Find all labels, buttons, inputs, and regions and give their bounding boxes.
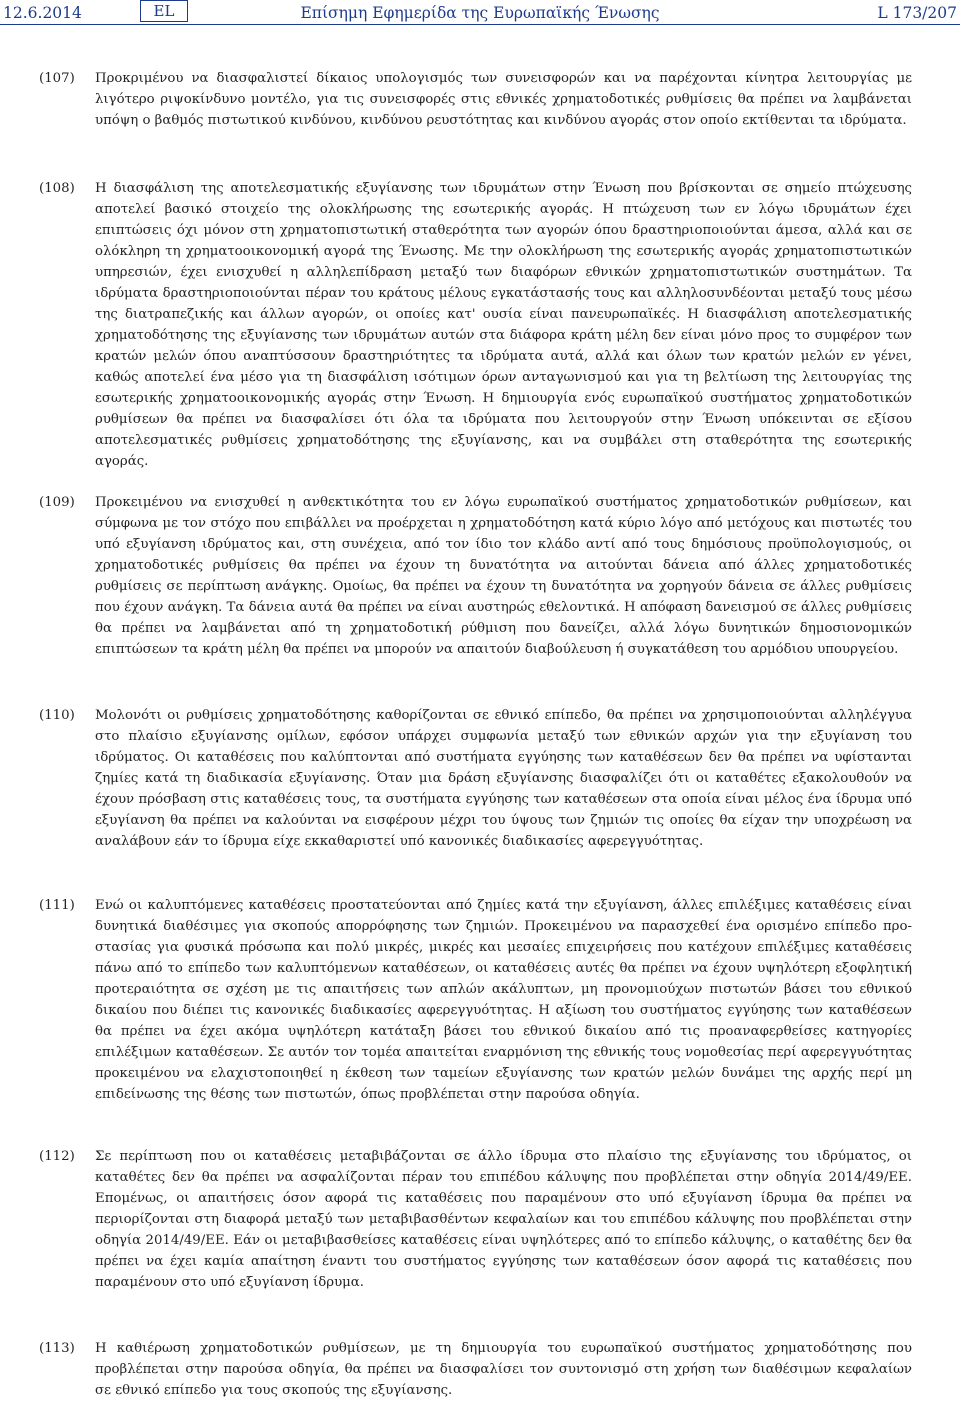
recital-number: (111) [39, 898, 75, 913]
publication-date: 12.6.2014 [3, 4, 82, 22]
recital-number: (109) [39, 495, 75, 510]
recital-number: (112) [39, 1149, 75, 1164]
recital-number: (113) [39, 1341, 75, 1356]
recital-text: Η διασφάλιση της αποτελεσματικής εξυγίανσης των ιδρυμάτων στην Ένωση που βρίσκονται σε σημείο πτώχευσης αποτελεί βασικό στοιχείο της ολοκλήρωσης της εσωτερικής αγοράς. Η πτώχευση των εν λόγω ιδρυμάτων έχει επιπτώσεις όχι μόνον στη χρηματοπιστωτική σταθερότητα των αγορών όπου δραστηριοποιούνται άμεσα, αλλά και σε ολόκληρη τη χρηματοοικονομική αγορά της Ένωσης. Με την ολοκλήρωση της εσωτερικής αγοράς χρηματοπιστωτικών υπηρεσιών, έχει ενισχυθεί η αλληλεπίδραση μεταξύ των διαφόρων εθνικών χρηματοπιστωτικών συστημάτων. Τα ιδρύματα δραστηριοποιούνται πέραν του κράτους μέλους εγκατάστασής τους και αλληλοσυνδέονται μεταξύ τους μέσω της διατραπεζικής και άλλων αγορών, οι οποίες κατ' ουσία είναι πανευρωπαϊκές. Η διασφάλιση αποτελεσματικής χρηματοδότησης της εξυγίανσης των ιδρυμάτων αυτών στα διάφορα κράτη μέλη δεν είναι μόνο προς το συμφέρον των κρατών μελών όπου αναπτύσσουν δραστηριότητες τα ιδρύματα αυτά, αλλά και όλων των κρατών μελών εν γένει, καθώς αποτελεί ένα μέσο για τη διασφάλιση ισότιμων όρων ανταγωνισμού και για τη βελτίωση της λειτουργίας της εσωτερικής χρηματοοικονομικής αγοράς στην Ένωση. Η δημιουργία ενός ευρωπαϊκού συστήματος χρηματοδοτικών ρυθμίσεων θα πρέπει να διασφαλίσει ότι όλα τα ιδρύματα που λειτουργούν στην Ένωση υπόκεινται σε εξίσου αποτελεσματικές ρυθμίσεις χρηματοδότησης της εξυγίανσης, και να συμβάλει στη σταθερότητα της εσωτερικής αγοράς. [95, 181, 912, 469]
recital-text: Προκριμένου να διασφαλιστεί δίκαιος υπολογισμός των συνεισφορών και να παρέχονται κίνητρα λειτουργίας με λιγότερο ριψοκίνδυνο μοντέλο, για τις συνεισφορές στις εθνικές χρηματοδοτικές ρυθμίσεις θα πρέπει να λαμβάνεται υπόψη ο βαθμός πιστωτικού κινδύνου, κινδύνου ρευστότητας και κινδύνου αγοράς στον οποίο εκτίθενται τα ιδρύματα. [95, 71, 912, 128]
header-rule [0, 24, 960, 25]
recital-text: Σε περίπτωση που οι καταθέσεις μεταβιβάζονται σε άλλο ίδρυμα στο πλαίσιο της εξυγίανσης του ιδρύματος, οι καταθέτες δεν θα πρέπει να ασφαλίζονται πέραν του επιπέδου κάλυψης που προβλέπεται στην οδηγία 2014/49/ΕΕ. Επομένως, οι απαιτήσεις όσον αφορά τις καταθέσεις που παραμένουν στο υπό εξυγίανση ίδρυμα θα πρέπει να περιορίζονται στη διαφορά μεταξύ των μεταβιβασθέντων κεφαλαίων και του επιπέδου κάλυψης που προβλέπεται στην οδηγία 2014/49/ΕΕ. Εάν οι μεταβιβασθείσες καταθέσεις είναι υψηλότερες από το επίπεδο κάλυψης, ο καταθέτης δεν θα πρέπει να έχει καμία απαίτηση έναντι του συστήματος εγγύησης των καταθέσεων όσον αφορά τις καταθέσεις που παραμένουν στο υπό εξυγίανση ίδρυμα. [95, 1149, 912, 1290]
journal-title: Επίσημη Εφημερίδα της Ευρωπαϊκής Ένωσης [300, 4, 660, 22]
recital-number: (107) [39, 71, 75, 86]
page-reference: L 173/207 [877, 4, 957, 22]
recital-text: Η καθιέρωση χρηματοδοτικών ρυθμίσεων, με τη δημιουργία του ευρωπαϊκού συστήματος χρηματοδότησης που προβλέπεται στην παρούσα οδηγία, θα πρέπει να διασφαλίσει τον συντονισμό στη χρήση των διαθέσιμων κεφαλαίων σε εθνικό επίπεδο για τους σκοπούς της εξυγίανσης. [95, 1341, 912, 1398]
language-code-box: EL [140, 0, 188, 22]
recital-text: Μολονότι οι ρυθμίσεις χρηματοδότησης καθορίζονται σε εθνικό επίπεδο, θα πρέπει να χρησιμοποιούνται αλληλέγγυα στο πλαίσιο εξυγίανσης ομίλων, εφόσον υπάρχει συμφωνία μεταξύ των εθνικών αρχών για την εξυγίανση του ιδρύματος. Οι καταθέσεις που καλύπτονται από συστήματα εγγύησης των καταθέσεων δεν θα πρέπει να υφίστανται ζημίες κατά τη διαδικασία εξυγίανσης. Όταν μια δράση εξυγίανσης διασφαλίζει ότι οι καταθέτες εξακολουθούν να έχουν πρόσβαση στις καταθέσεις τους, τα συστήματα εγγύησης των καταθέσεων στα οποία είναι μέλος ένα ίδρυμα υπό εξυγίανση θα πρέπει να καλούνται να εισφέρουν μέχρι του ύψους των ζημιών τις οποίες θα είχαν την υποχρέωση να αναλάβουν εάν το ίδρυμα είχε εκκαθαριστεί υπό κανονικές διαδικασίες αφερεγγυότητας. [95, 708, 912, 849]
recital-number: (108) [39, 181, 75, 196]
recital-number: (110) [39, 708, 75, 723]
recital-text: Προκειμένου να ενισχυθεί η ανθεκτικότητα του εν λόγω ευρωπαϊκού συστήματος χρηματοδοτικών ρυθμίσεων, και σύμφωνα με τον στόχο που επιβάλλει να προέρχεται η χρηματοδότηση κατά κύριο λόγο από μετόχους και πιστωτές του υπό εξυγίανση ιδρύματος και, στη συνέχεια, από τον ίδιο τον κλάδο αντί από τους δημόσιους προϋπολογισμούς, οι χρηματοδοτικές ρυθμίσεις θα πρέπει να έχουν τη δυνατότητα να αιτούνται δάνεια από άλλες χρηματοδοτικές ρυθμίσεις σε περίπτωση ανάγκης. Ομοίως, θα πρέπει να έχουν τη δυνατότητα να χορηγούν δάνεια σε άλλες ρυθμίσεις που έχουν ανάγκη. Τα δάνεια αυτά θα πρέπει να είναι αυστηρώς εθελοντικά. Η απόφαση δανεισμού σε άλλες ρυθμίσεις θα πρέπει να λαμβάνεται από τη χρηματοδοτική ρύθμιση που δανείζει, αλλά λόγω δυνητικών δημοσιονομικών επιπτώσεων τα κράτη μέλη θα πρέπει να μπορούν να απαιτούν διαβούλευση ή συγκατάθεση του αρμόδιου υπουργείου. [95, 495, 912, 657]
recital-text: Ενώ οι καλυπτόμενες καταθέσεις προστατεύονται από ζημίες κατά την εξυγίανση, άλλες επιλέξιμες καταθέσεις είναι δυνητικά διαθέσιμες για σκοπούς απορρόφησης των ζημιών. Προκειμένου να παρασχεθεί ένα ορισμένο επίπεδο προστασίας για φυσικά πρόσωπα και πολύ μικρές, μικρές και μεσαίες επιχειρήσεις που κατέχουν επιλέξιμες καταθέσεις πάνω από το επίπεδο των καλυπτόμενων καταθέσεων, οι καταθέσεις αυτές θα πρέπει να έχουν υψηλότερη εξοφλητική προτεραιότητα σε σχέση με τις απαιτήσεις των απλών ακάλυπτων, μη προνομιούχων πιστωτών βάσει του εθνικού δικαίου που διέπει τις κανονικές διαδικασίες αφερεγγυότητας. Η αξίωση του συστήματος εγγύησης των καταθέσεων θα πρέπει να έχει ακόμα υψηλότερη κατάταξη βάσει του εθνικού δικαίου από τις προαναφερθείσες κατηγορίες επιλέξιμων καταθέσεων. Σε αυτόν τον τομέα απαιτείται εναρμόνιση της εθνικής τους νομοθεσίας περί αφερεγγυότητας προκειμένου να ελαχιστοποιηθεί η έκθεση των ταμείων εξυγίανσης των κρατών μελών δυνάμει της αρχής περί μη επιδείνωσης της θέσης των πιστωτών, όπως προβλέπεται στην παρούσα οδηγία. [95, 898, 912, 1102]
